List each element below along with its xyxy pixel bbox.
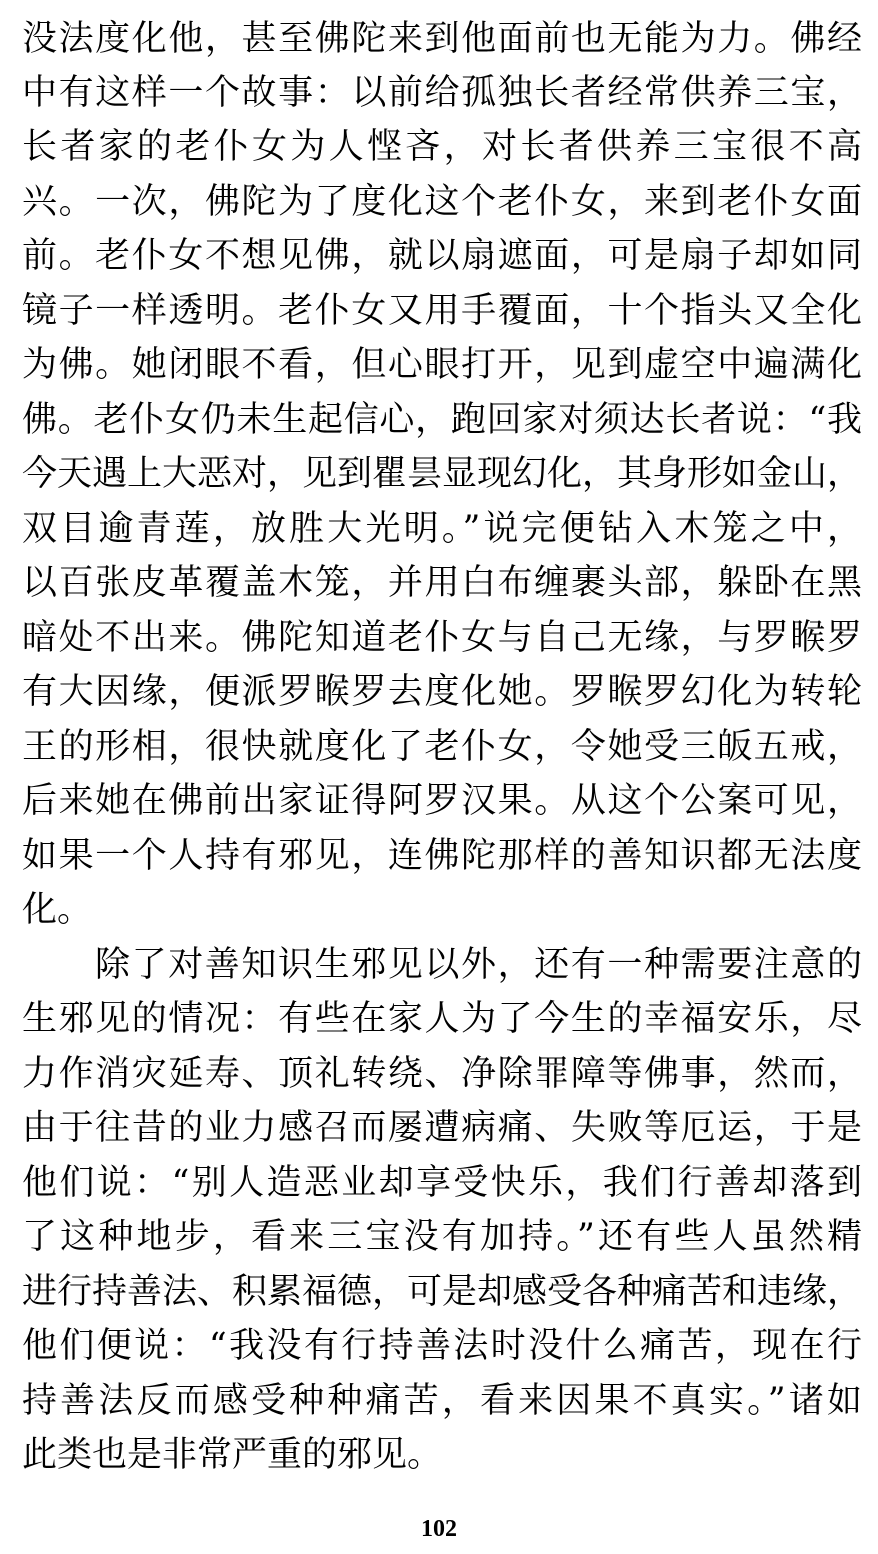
- text-line: 没法度化他，甚至佛陀来到他面前也无能为力。佛经: [22, 19, 862, 59]
- text-line: 进行持善法、积累福德，可是却感受各种痛苦和违缘，: [22, 1272, 863, 1312]
- text-line: 双目逾青莲，放胜大光明。”说完便钻入木笼之中，: [22, 509, 862, 549]
- text-line: 此类也是非常严重的邪见。: [22, 1435, 443, 1475]
- text-line: 他们说：“别人造恶业却享受快乐，我们行善却落到: [22, 1163, 862, 1203]
- text-line: 兴。一次，佛陀为了度化这个老仆女，来到老仆女面: [22, 182, 862, 222]
- text-line: 如果一个人持有邪见，连佛陀那样的善知识都无法度: [22, 836, 862, 876]
- text-line: 力作消灾延寿、顶礼转绕、净除罪障等佛事，然而，: [22, 1054, 862, 1094]
- text-line: 佛。老仆女仍未生起信心，跑回家对须达长者说：“我: [22, 400, 862, 440]
- text-line: 今天遇上大恶对，见到瞿昙显现幻化，其身形如金山，: [22, 454, 863, 494]
- text-line: 镜子一样透明。老仆女又用手覆面，十个指头又全化: [22, 291, 862, 331]
- text-line: 有大因缘，便派罗睺罗去度化她。罗睺罗幻化为转轮: [22, 672, 862, 712]
- text-line: 长者家的老仆女为人悭吝，对长者供养三宝很不高: [22, 127, 862, 167]
- page-number: 102: [421, 1516, 457, 1542]
- text-line: 后来她在佛前出家证得阿罗汉果。从这个公案可见，: [22, 781, 862, 821]
- text-line: 以百张皮革覆盖木笼，并用白布缠裹头部，躲卧在黑: [22, 563, 862, 603]
- text-line: 由于往昔的业力感召而屡遭病痛、失败等厄运，于是: [22, 1108, 862, 1148]
- text-line: 王的形相，很快就度化了老仆女，令她受三皈五戒，: [22, 727, 862, 767]
- text-line: 生邪见的情况：有些在家人为了今生的幸福安乐，尽: [22, 999, 862, 1039]
- text-line: 为佛。她闭眼不看，但心眼打开，见到虚空中遍满化: [22, 345, 862, 385]
- text-line: 了这种地步，看来三宝没有加持。”还有些人虽然精: [22, 1217, 862, 1257]
- text-line: 中有这样一个故事：以前给孤独长者经常供养三宝，: [22, 73, 862, 113]
- text-line: 化。: [22, 890, 93, 930]
- text-line: 他们便说：“我没有行持善法时没什么痛苦，现在行: [22, 1326, 862, 1366]
- text-line: 暗处不出来。佛陀知道老仆女与自己无缘，与罗睺罗: [22, 618, 862, 658]
- text-line: 持善法反而感受种种痛苦，看来因果不真实。”诸如: [22, 1381, 862, 1421]
- text-line: 前。老仆女不想见佛，就以扇遮面，可是扇子却如同: [22, 236, 862, 276]
- text-line: 除了对善知识生邪见以外，还有一种需要注意的: [95, 945, 862, 985]
